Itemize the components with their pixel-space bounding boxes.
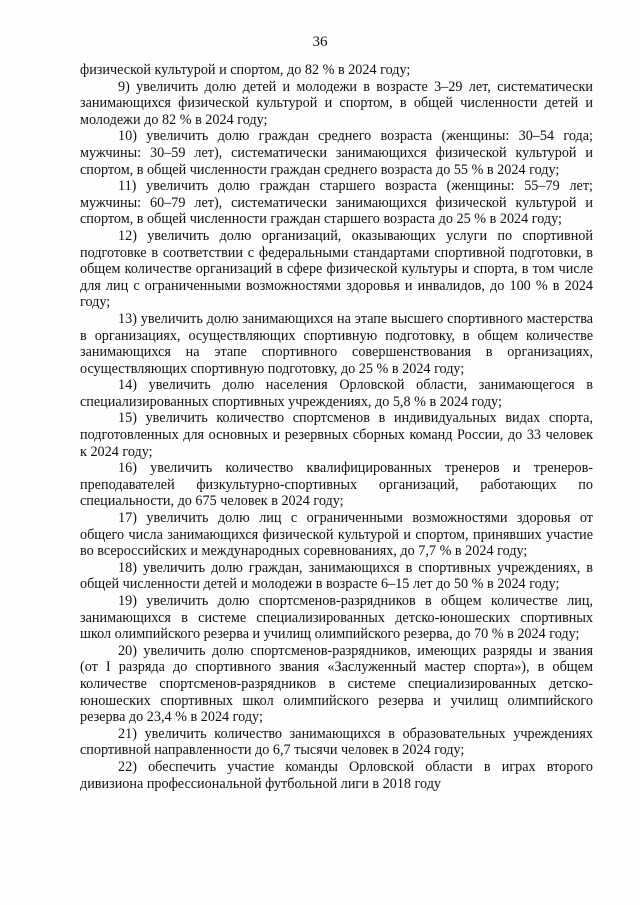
list-item-11: 11) увеличить долю граждан старшего возраста (женщины: 55–79 лет; мужчины: 60–79 лет), систематически занимающихся физической культурой и спортом, в общей численности граждан старшего возраста до 25 % в 2024 году; [80,178,593,228]
list-item-20: 20) увеличить долю спортсменов-разрядников, имеющих разряды и звания (от I разряда до спортивного звания «Заслуженный мастер спорта»), в общем количестве спортсменов-разрядников в системе специализированных детско-юношеских спортивных школ олимпийского резерва и училищ олимпийского резерва до 23,4 % в 2024 году; [80,642,593,726]
paragraph-continuation: физической культурой и спортом, до 82 % в 2024 году; [80,62,411,78]
list-item-14: 14) увеличить долю населения Орловской области, занимающегося в специализированных спортивных учреждениях, до 5,8 % в 2024 году; [80,377,593,410]
list-item-13: 13) увеличить долю занимающихся на этапе высшего спортивного мастерства в организациях, осуществляющих спортивную подготовку, в общем количестве занимающихся на этапе спортивного совершенствования в организациях, осуществляющих спортивную подготовку, до 25 % в 2024 году; [80,310,593,377]
list-item-15: 15) увеличить количество спортсменов в индивидуальных видах спорта, подготовленных для основных и резервных сборных команд России, до 33 человек к 2024 году; [80,410,593,460]
page-number: 36 [312,34,328,50]
list-item-12: 12) увеличить долю организаций, оказывающих услуги по спортивной подготовке в соответствии с федеральными стандартами спортивной подготовки, в общем количестве организаций в сфере физической культуры и спорта, в том числе для лиц с ограниченными возможностями здоровья и инвалидов, до 100 % в 2024 году; [80,227,593,311]
list-item-16: 16) увеличить количество квалифицированных тренеров и тренеров-преподавателей физкультурно-спортивных организаций, работающих по специальности, до 675 человек в 2024 году; [80,460,593,510]
list-item-22: 22) обеспечить участие команды Орловской области в играх второго дивизиона профессиональной футбольной лиги в 2018 году [80,758,593,792]
document-body [80,62,593,792]
list-item-18: 18) увеличить долю граждан, занимающихся в спортивных учреждениях, в общей численности детей и молодежи в возрасте 6–15 лет до 50 % в 2024 году; [80,559,593,593]
list-item-17: 17) увеличить долю лиц с ограниченными возможностями здоровья от общего числа занимающихся физической культурой и спортом, принявших участие во всероссийских и международных соревнованиях, до 7,7 % в 2024 году; [80,510,593,560]
list-item-9: 9) увеличить долю детей и молодежи в возрасте 3–29 лет, систематически занимающихся физической культурой и спортом, в общей численности детей и молодежи до 82 % в 2024 году; [80,78,593,128]
list-item-21: 21) увеличить количество занимающихся в образовательных учреждениях спортивной направленности до 6,7 тысячи человек в 2024 году; [80,725,593,759]
list-item-19: 19) увеличить долю спортсменов-разрядников в общем количестве лиц, занимающихся в системе специализированных детско-юношеских спортивных школ олимпийского резерва и училищ олимпийского резерва, до 70 % в 2024 году; [80,593,593,643]
list-item-10: 10) увеличить долю граждан среднего возраста (женщины: 30–54 года; мужчины: 30–59 лет), систематически занимающихся физической культурой и спортом, в общей численности граждан среднего возраста до 55 % в 2024 году; [80,128,593,178]
